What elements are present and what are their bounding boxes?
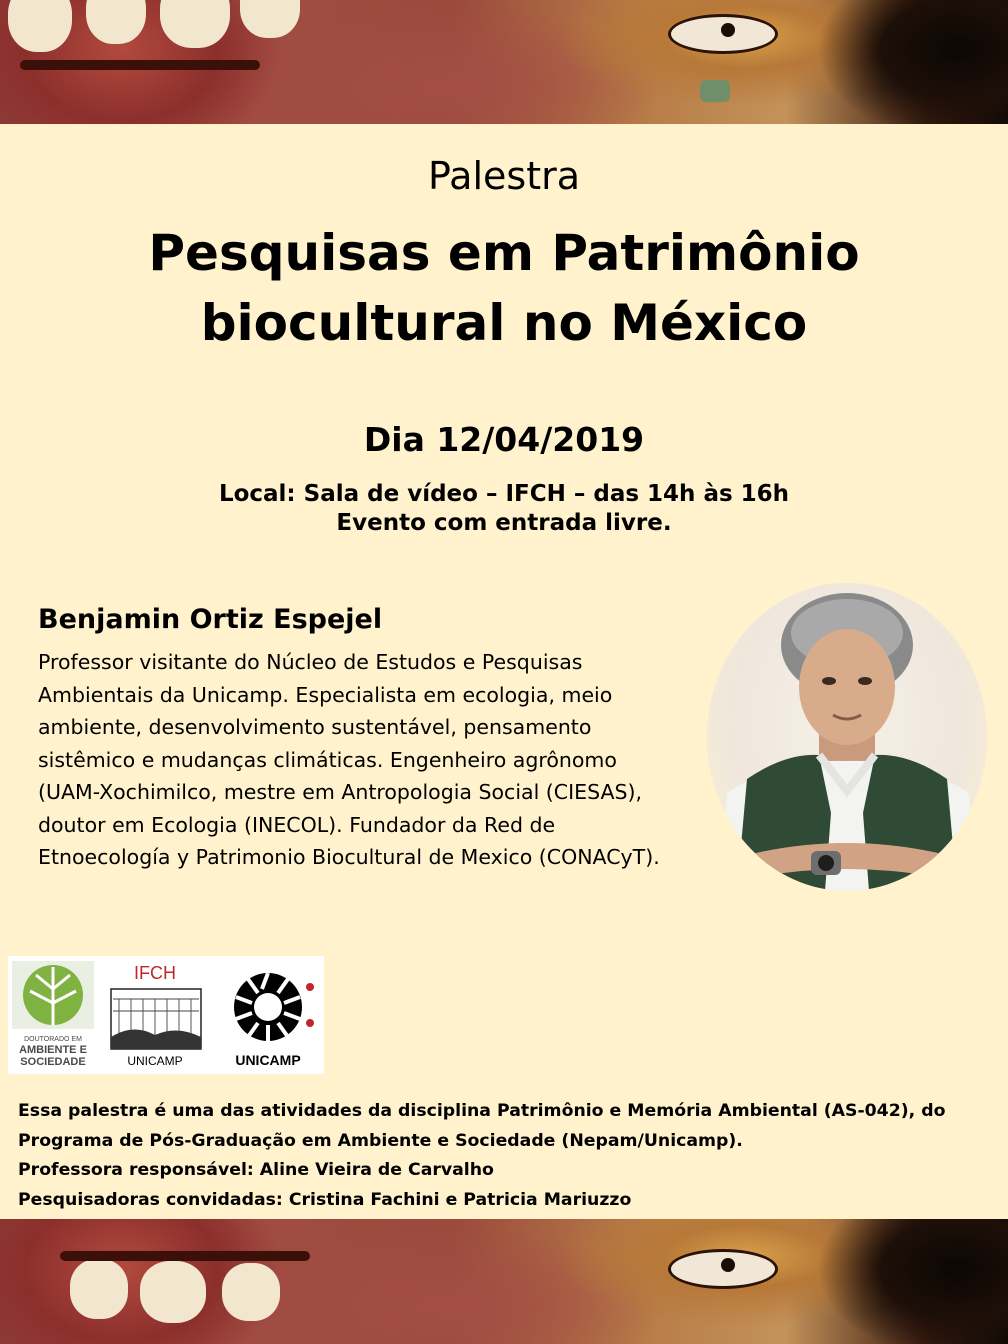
svg-text:AMBIENTE E: AMBIENTE E: [19, 1044, 87, 1056]
svg-text:SOCIEDADE: SOCIEDADE: [20, 1056, 86, 1068]
page-title: [0, 218, 1008, 358]
unicamp-logo: [218, 959, 322, 1071]
title-line-1: Pesquisas em Patrimônio: [148, 224, 860, 282]
partner-logos: [8, 956, 324, 1074]
event-entry-note: Evento com entrada livre.: [336, 510, 672, 536]
event-kicker: Palestra: [427, 154, 581, 198]
ifch-logo-top: IFCH: [134, 963, 176, 983]
footer-line-2: Programa de Pós-Graduação em Ambiente e Sociedade (Nepam/Unicamp).: [18, 1130, 743, 1151]
footer-notes: [18, 1097, 993, 1215]
ifch-logo: [103, 959, 208, 1071]
event-date: Dia 12/04/2019: [363, 420, 645, 459]
svg-text:DOUTORADO EM: DOUTORADO EM: [24, 1036, 82, 1043]
footer-line-1: Essa palestra é uma das atividades da disciplina Patrimônio e Memória Ambiental (AS-042), do: [18, 1101, 946, 1121]
portrait-illustration: [707, 583, 987, 891]
title-line-2: biocultural no México: [200, 294, 808, 352]
footer-line-4: Pesquisadoras convidadas: Cristina Fachini e Patricia Mariuzzo: [18, 1189, 632, 1210]
unicamp-emblem-icon: [218, 959, 322, 1071]
speaker-bio: Professor visitante do Núcleo de Estudos e Pesquisas Ambientais da Unicamp. Especialista em ecologia, meio ambiente, desenvolvimento sustentável, pensamento sistêmico e mudanças climáticas. Engenheiro agrônomo (UAM-Xochimilco, mestre em Antropologia Social (CIESAS), doutor em Ecologia (INECOL). Fundador da Red de Etnoecología y Patrimonio Biocultural de Mexico (CONACyT).: [38, 650, 660, 869]
ambiente-sociedade-logo: [10, 959, 96, 1071]
speaker-name: Benjamin Ortiz Espejel: [38, 604, 383, 635]
ifch-logo-bottom: UNICAMP: [127, 1054, 183, 1068]
event-location: Local: Sala de vídeo – IFCH – das 14h às 16h: [218, 481, 790, 507]
unicamp-logo-text: UNICAMP: [235, 1052, 301, 1068]
ifch-building-icon: [103, 959, 208, 1071]
footer-line-3: Professora responsável: Aline Vieira de Carvalho: [18, 1160, 494, 1180]
bottom-decorative-band: [0, 1219, 1008, 1344]
top-decorative-band: [0, 0, 1008, 124]
speaker-portrait: [707, 583, 987, 891]
